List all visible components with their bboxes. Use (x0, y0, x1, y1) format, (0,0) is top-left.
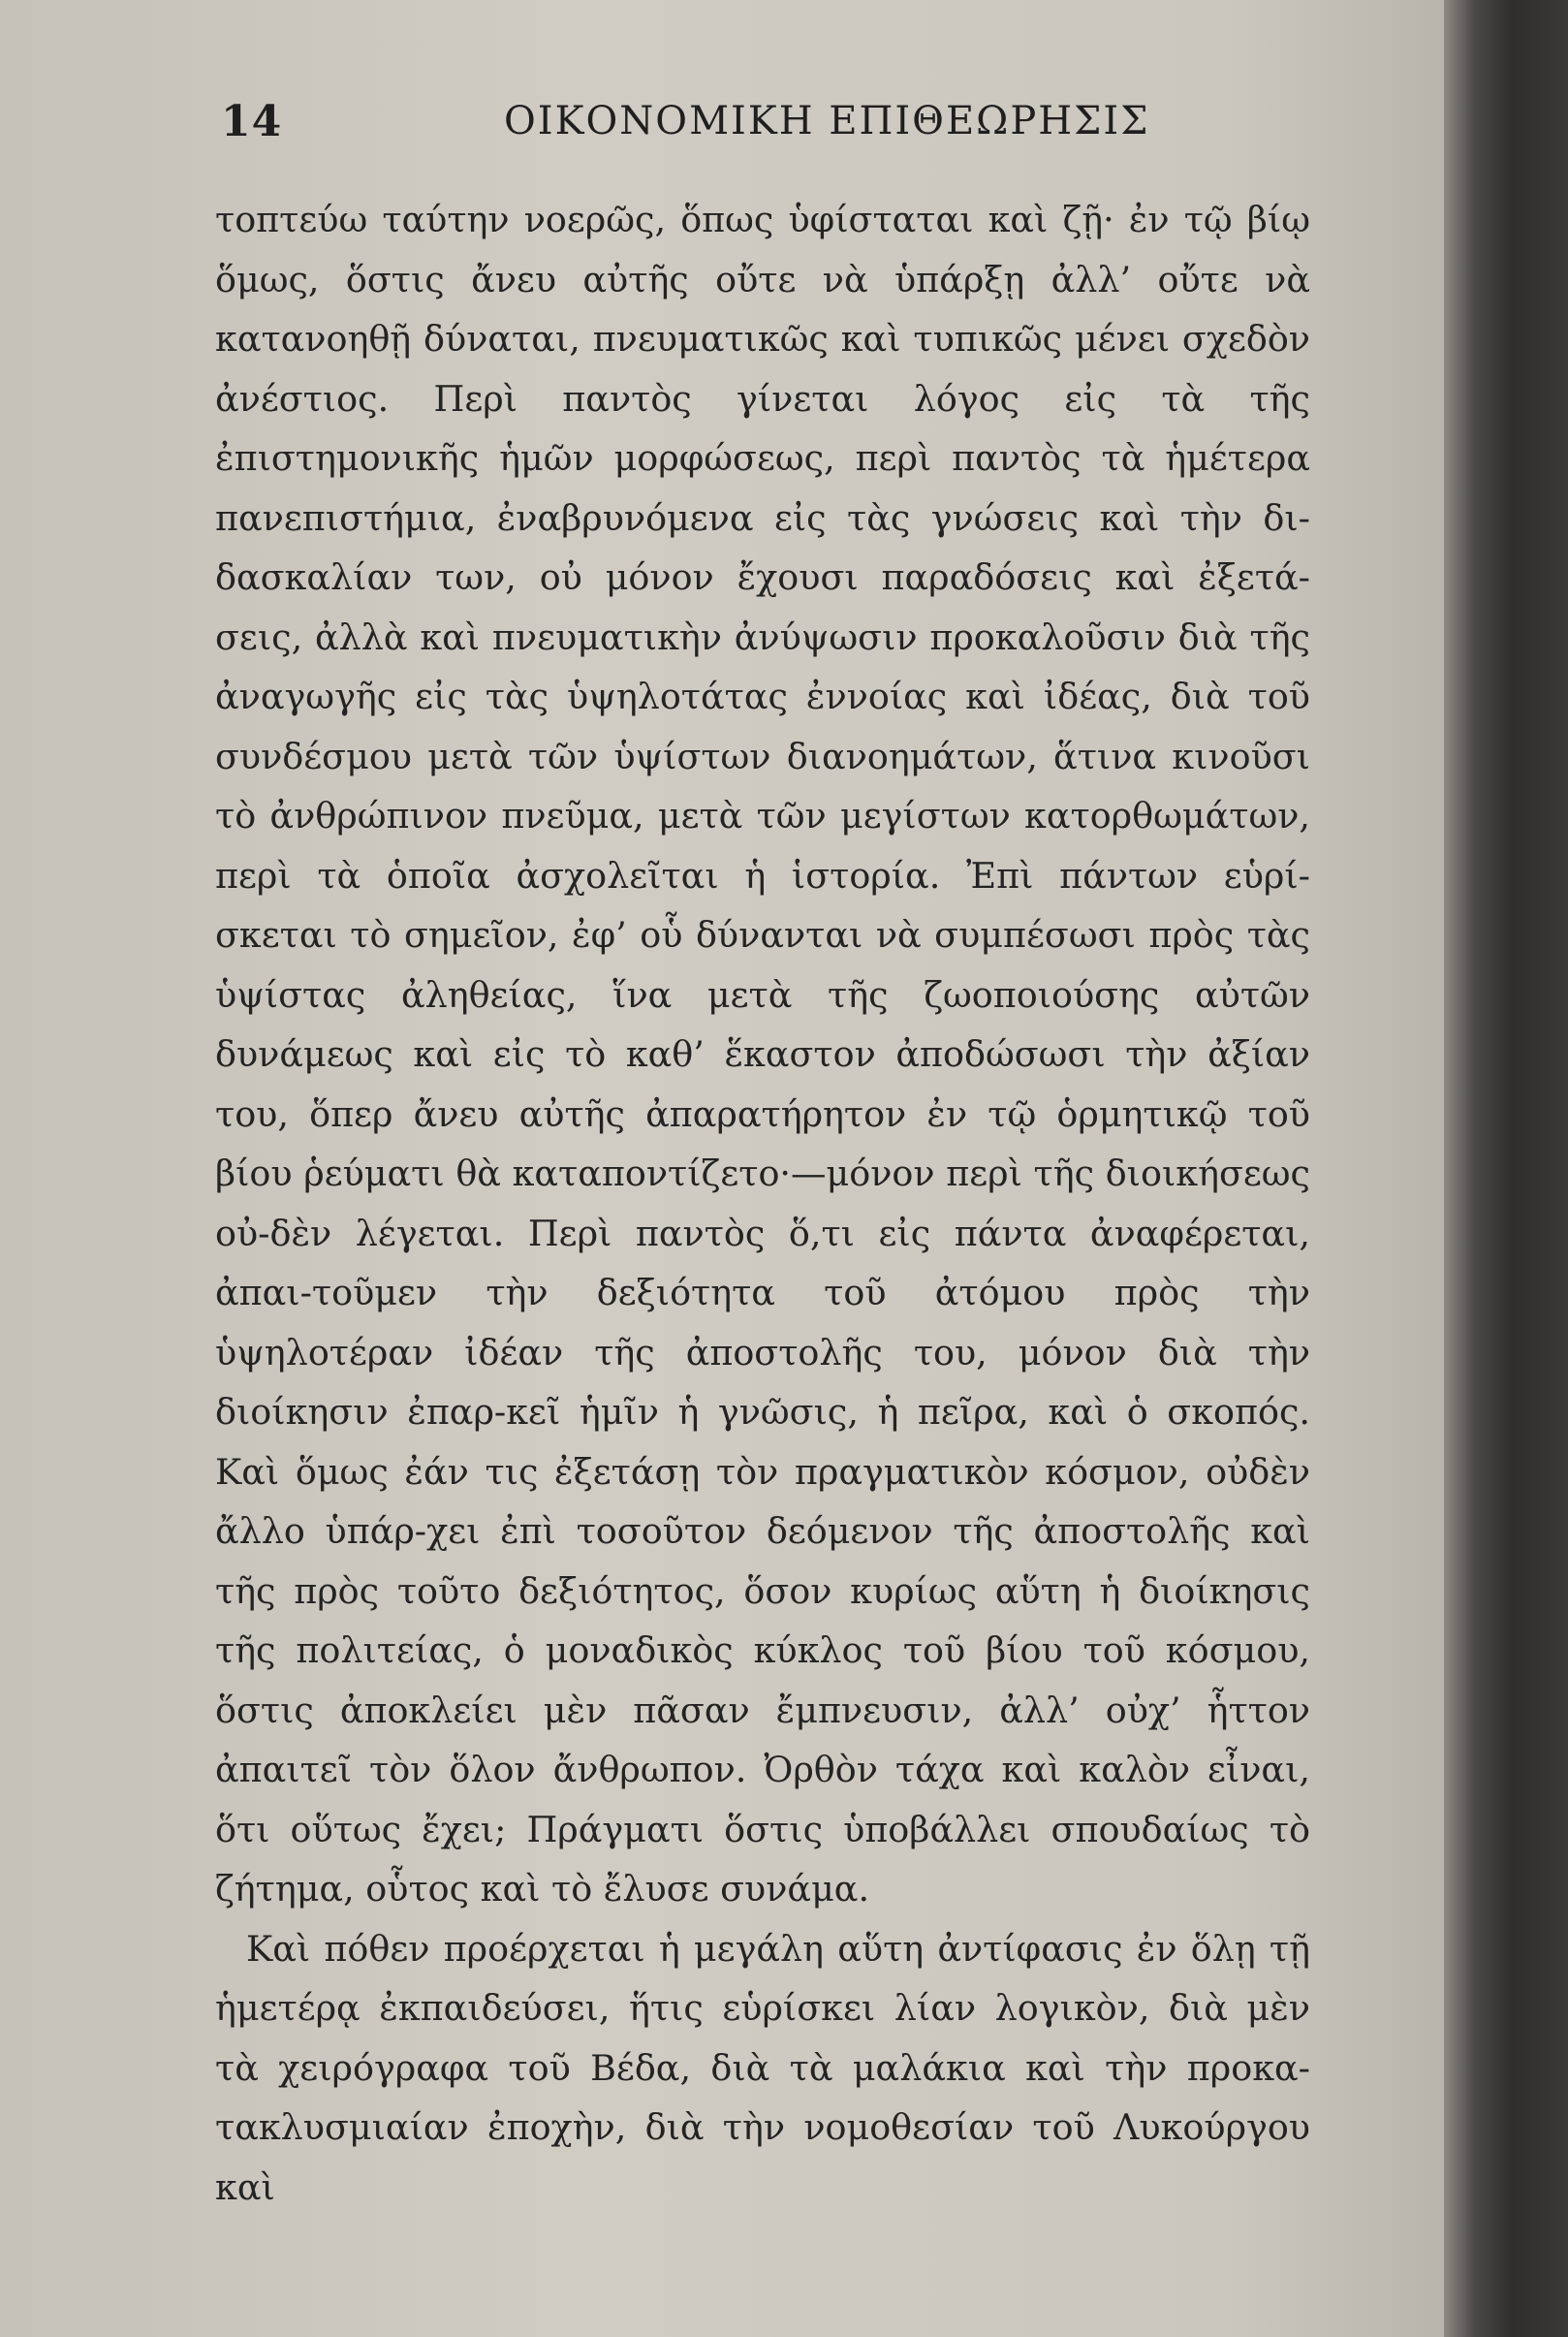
page-number: 14 (221, 97, 283, 146)
page-header (0, 97, 1444, 165)
paragraph-1: τοπτεύω ταύτην νοερῶς, ὅπως ὑφίσταται καὶ ζῇ· ἐν τῷ βίῳ ὅμως, ὅστις ἄνευ αὐτῆς οὔτε νὰ ὑπάρξῃ ἀλλ’ οὔτε νὰ κατανοηθῇ δύναται, πνευματικῶς καὶ τυπικῶς μένει σχεδὸν ἀνέστιος. Περὶ παντὸς γίνεται λόγος εἰς τὰ τῆς ἐπιστημονικῆς ἡμῶν μορφώσεως, περὶ παντὸς τὰ ἡμέτερα πανεπιστήμια, ἐναβρυνόμενα εἰς τὰς γνώσεις καὶ τὴν δι-δασκαλίαν των, οὐ μόνον ἔχουσι παραδόσεις καὶ ἐξετά-σεις, ἀλλὰ καὶ πνευματικὴν ἀνύψωσιν προκαλοῦσιν διὰ τῆς ἀναγωγῆς εἰς τὰς ὑψηλοτάτας ἐννοίας καὶ ἰδέας, διὰ τοῦ συνδέσμου μετὰ τῶν ὑψίστων διανοημάτων, ἅτινα κινοῦσι τὸ ἀνθρώπινον πνεῦμα, μετὰ τῶν μεγίστων κατορθωμάτων, περὶ τὰ ὁποῖα ἀσχολεῖται ἡ ἱστορία. Ἐπὶ πάντων εὑρί-σκεται τὸ σημεῖον, ἐφ’ οὗ δύνανται νὰ συμπέσωσι πρὸς τὰς ὑψίστας ἀληθείας, ἵνα μετὰ τῆς ζωοποιούσης αὐτῶν δυνάμεως καὶ εἰς τὸ καθ’ ἕκαστον ἀποδώσωσι τὴν ἀξίαν του, ὅπερ ἄνευ αὐτῆς ἀπαρατήρητον ἐν τῷ ὁρμητικῷ τοῦ βίου ῥεύματι θὰ καταποντίζετο·—μόνον περὶ τῆς διοικήσεως οὐ-δὲν λέγεται. Περὶ παντὸς ὅ,τι εἰς πάντα ἀναφέρεται, ἀπαι-τοῦμεν τὴν δεξιότητα τοῦ ἀτόμου πρὸς τὴν ὑψηλοτέραν ἰδέαν τῆς ἀποστολῆς του, μόνον διὰ τὴν διοίκησιν ἐπαρ-κεῖ ἡμῖν ἡ γνῶσις, ἡ πεῖρα, καὶ ὁ σκοπός. Καὶ ὅμως ἐάν τις ἐξετάσῃ τὸν πραγματικὸν κόσμον, οὐδὲν ἄλλο ὑπάρ-χει ἐπὶ τοσοῦτον δεόμενον τῆς ἀποστολῆς καὶ τῆς πρὸς τοῦτο δεξιότητος, ὅσον κυρίως αὕτη ἡ διοίκησις τῆς πολιτείας, ὁ μοναδικὸς κύκλος τοῦ βίου τοῦ κόσμου, ὅστις ἀποκλείει μὲν πᾶσαν ἔμπνευσιν, ἀλλ’ οὐχ’ ἧττον ἀπαιτεῖ τὸν ὅλον ἄνθρωπον. Ὀρθὸν τάχα καὶ καλὸν εἶναι, ὅτι οὕτως ἔχει; Πράγματι ὅστις ὑποβάλλει σπουδαίως τὸ ζήτημα, οὗτος καὶ τὸ ἔλυσε συνάμα. (215, 199, 1310, 1910)
paragraph-2: Καὶ πόθεν προέρχεται ἡ μεγάλη αὕτη ἀντίφασις ἐν ὅλῃ τῇ ἡμετέρᾳ ἐκπαιδεύσει, ἥτις εὑρίσκει λίαν λογικὸν, διὰ μὲν τὰ χειρόγραφα τοῦ Βέδα, διὰ τὰ μαλάκια καὶ τὴν προκα-τακλυσμιαίαν ἐποχὴν, διὰ τὴν νομοθεσίαν τοῦ Λυκούργου καὶ (215, 1927, 1310, 2208)
book-gutter-shadow (1444, 0, 1568, 2337)
running-title: ΟΙΚΟΝΟΜΙΚΗ ΕΠΙΘΕΩΡΗΣΙΣ (504, 99, 1150, 143)
body-text (215, 190, 1310, 2217)
